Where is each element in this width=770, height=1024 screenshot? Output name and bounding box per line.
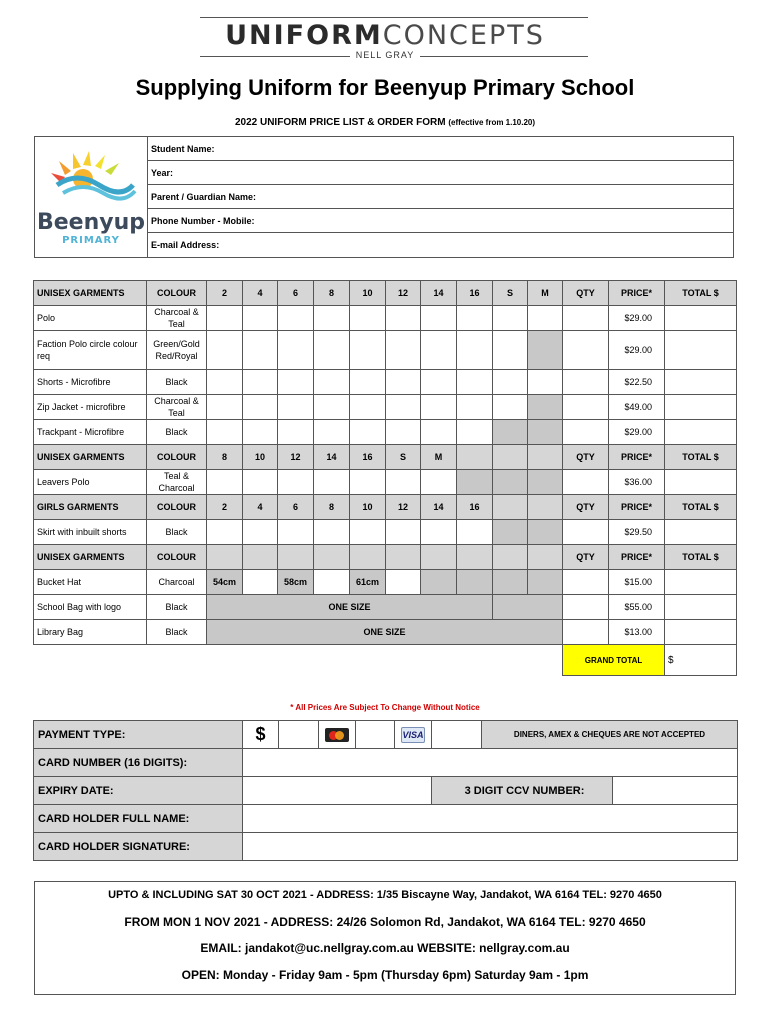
size-cell[interactable] [278,306,314,331]
col-header: 12 [386,281,421,306]
contact-line-1: UPTO & INCLUDING SAT 30 OCT 2021 - ADDRESS: 1/35 Biscayne Way, Jandakot, WA 6164 TEL: 9270 4650 [108,889,662,901]
garment-colour: Black [147,420,207,445]
price-cell: $36.00 [609,470,665,495]
size-cell[interactable] [457,420,493,445]
col-header: 16 [350,445,386,470]
contact-box [34,881,736,995]
size-cell[interactable] [386,470,421,495]
phone-field[interactable]: Phone Number - Mobile: [148,209,733,233]
ccv-label-cell [432,777,738,805]
col-header: 4 [243,281,278,306]
col-header: QTY [563,545,609,570]
payment-table [33,720,738,861]
empty-header [421,545,457,570]
garment-colour: Teal & Charcoal [147,470,207,495]
size-cell[interactable] [243,306,278,331]
size-cell[interactable] [350,370,386,395]
garment-name: Shorts - Microfibre [34,370,147,395]
garment-colour: Charcoal [147,570,207,595]
size-cell[interactable] [278,395,314,420]
signature-label: CARD HOLDER SIGNATURE: [34,833,243,861]
size-cell[interactable] [314,420,350,445]
empty-header [493,545,528,570]
section4-header [34,545,737,570]
size-cell[interactable] [243,520,278,545]
size-cell[interactable] [457,306,493,331]
col-header: COLOUR [147,545,207,570]
size-cell[interactable] [314,370,350,395]
school-logo-sub: PRIMARY [62,235,120,246]
mastercard-checkbox[interactable] [356,721,395,749]
payment-type-label: PAYMENT TYPE: [34,721,243,749]
holder-name-label: CARD HOLDER FULL NAME: [34,805,243,833]
size-cell[interactable] [493,306,528,331]
size-cell[interactable] [243,395,278,420]
size-cell[interactable] [207,306,243,331]
garment-name: School Bag with logo [34,595,147,620]
contact-line-2: FROM MON 1 NOV 2021 - ADDRESS: 24/26 Solomon Rd, Jandakot, WA 6164 TEL: 9270 4650 [124,915,646,929]
size-cell[interactable] [528,370,563,395]
col-header: COLOUR [147,281,207,306]
size-cell[interactable] [457,370,493,395]
col-header: COLOUR [147,445,207,470]
visa-icon: VISA [401,727,425,743]
col-header: 10 [350,281,386,306]
size-cell-disabled [457,470,493,495]
size-cell-disabled [493,570,528,595]
total-cell[interactable] [665,520,737,545]
size-cell[interactable] [457,331,493,370]
subtitle-main: 2022 UNIFORM PRICE LIST & ORDER FORM [234,117,446,128]
size-cell[interactable] [386,306,421,331]
col-header: 6 [278,281,314,306]
size-cell[interactable] [207,520,243,545]
ccv-field[interactable] [612,777,737,804]
col-header: M [528,281,563,306]
size-cell[interactable] [243,570,278,595]
size-cell[interactable] [243,470,278,495]
col-header: QTY [563,445,609,470]
contact-line-3: EMAIL: jandakot@uc.nellgray.com.au WEBSITE: nellgray.com.au [200,941,570,955]
qty-cell[interactable] [563,331,609,370]
size-cell-disabled [421,570,457,595]
total-cell[interactable] [665,470,737,495]
garment-name: Library Bag [34,620,147,645]
qty-cell[interactable] [563,306,609,331]
size-cell[interactable] [207,420,243,445]
page-title: Supplying Uniform for Beenyup Primary School [135,75,635,100]
qty-cell[interactable] [563,595,609,620]
price-cell: $55.00 [609,595,665,620]
size-cell[interactable] [421,420,457,445]
col-header: 12 [386,495,421,520]
size-cell[interactable] [243,370,278,395]
col-header: 10 [243,445,278,470]
table-row [34,306,737,331]
empty-header [386,545,421,570]
qty-cell[interactable] [563,520,609,545]
price-cell: $15.00 [609,570,665,595]
spacer [34,645,563,676]
col-header: 8 [314,495,350,520]
brand-logo [0,20,770,51]
size-cell[interactable] [350,331,386,370]
col-header: QTY [563,281,609,306]
size-cell-disabled [528,520,563,545]
col-header: PRICE* [609,445,665,470]
size-cell[interactable] [314,520,350,545]
grand-total-row [34,645,737,676]
empty-header [528,495,563,520]
size-cell[interactable] [278,520,314,545]
size-cell[interactable] [207,470,243,495]
table-row [34,595,737,620]
price-cell: $29.00 [609,331,665,370]
size-cell[interactable] [207,331,243,370]
empty-header [207,545,243,570]
size-cell[interactable] [528,306,563,331]
table-row [34,395,737,420]
parent-name-field[interactable]: Parent / Guardian Name: [148,185,733,209]
qty-cell[interactable] [563,370,609,395]
size-cell[interactable] [350,395,386,420]
table-row [34,331,737,370]
size-cell[interactable] [207,370,243,395]
section1-header [34,281,737,306]
size-cell[interactable] [350,470,386,495]
garment-name: Faction Polo circle colour req [34,331,147,370]
size-cell[interactable] [493,331,528,370]
brand-name-bold: UNIFORM [225,20,383,51]
price-table [33,280,737,676]
qty-cell[interactable] [563,420,609,445]
visa-checkbox[interactable] [432,721,482,749]
cash-option[interactable]: $ [243,721,279,749]
total-cell[interactable] [665,370,737,395]
size-cell[interactable] [350,306,386,331]
garment-colour: Green/Gold Red/Royal [147,331,207,370]
garment-colour: Black [147,520,207,545]
table-row [34,570,737,595]
garment-colour: Black [147,370,207,395]
disclaimer: * All Prices Are Subject To Change Without Notice [290,703,480,712]
empty-header [314,545,350,570]
empty-header [528,445,563,470]
total-cell[interactable] [665,420,737,445]
col-header: 10 [350,495,386,520]
card-number-label: CARD NUMBER (16 DIGITS): [34,749,243,777]
total-cell[interactable] [665,331,737,370]
grand-total-label: GRAND TOTAL [563,645,665,676]
empty-header [350,545,386,570]
year-field[interactable]: Year: [148,161,733,185]
size-cell[interactable] [314,331,350,370]
size-cell[interactable] [421,395,457,420]
grand-total-value[interactable]: $ [665,645,737,676]
col-header: TOTAL $ [665,445,737,470]
size-cell[interactable] [243,331,278,370]
col-header: TOTAL $ [665,281,737,306]
size-cell[interactable] [421,306,457,331]
col-header: UNISEX GARMENTS [34,445,147,470]
col-header: 14 [421,495,457,520]
total-cell[interactable] [665,595,737,620]
col-header: TOTAL $ [665,495,737,520]
price-cell: $29.00 [609,306,665,331]
total-cell[interactable] [665,395,737,420]
mastercard-icon [325,728,349,742]
size-cell-disabled [528,570,563,595]
email-field[interactable]: E-mail Address: [151,240,220,250]
size-cell-disabled [528,331,563,370]
col-header: 2 [207,495,243,520]
col-header: 16 [457,495,493,520]
empty-header [278,545,314,570]
school-logo-icon [35,137,147,257]
size-cell[interactable] [350,420,386,445]
page-subtitle [0,117,770,128]
size-cell[interactable] [457,395,493,420]
empty-header [493,445,528,470]
contact-line-4: OPEN: Monday - Friday 9am - 5pm (Thursday 6pm) Saturday 9am - 1pm [181,968,589,982]
mastercard-option[interactable] [319,721,356,749]
expiry-field[interactable] [243,777,432,805]
signature-field[interactable] [243,833,738,861]
size-cell[interactable] [278,420,314,445]
garment-colour: Black [147,595,207,620]
qty-cell[interactable] [563,395,609,420]
size-cell[interactable] [493,370,528,395]
col-header: UNISEX GARMENTS [34,281,147,306]
brand-name-light: CONCEPTS [382,20,545,51]
col-header: 4 [243,495,278,520]
size-cell-disabled [528,470,563,495]
col-header: PRICE* [609,495,665,520]
garment-colour: Black [147,620,207,645]
size-cell[interactable] [314,470,350,495]
size-cell-disabled [493,420,528,445]
expiry-label: EXPIRY DATE: [34,777,243,805]
empty-header [528,545,563,570]
cash-checkbox[interactable] [279,721,319,749]
size-cell[interactable] [314,306,350,331]
price-cell: $13.00 [609,620,665,645]
qty-cell[interactable] [563,570,609,595]
total-cell[interactable] [665,620,737,645]
qty-cell[interactable] [563,470,609,495]
empty-header [243,545,278,570]
garment-name: Bucket Hat [34,570,147,595]
col-header: 14 [314,445,350,470]
size-cell-disabled [457,570,493,595]
size-cell[interactable] [421,470,457,495]
size-cell-disabled [528,395,563,420]
brand-top-rule [200,17,588,18]
price-cell: $29.00 [609,420,665,445]
size-cell[interactable] [350,520,386,545]
col-header: 6 [278,495,314,520]
col-header: S [386,445,421,470]
table-row [34,420,737,445]
garment-name: Trackpant - Microfibre [34,420,147,445]
garment-name: Skirt with inbuilt shorts [34,520,147,545]
size-cell-disabled [493,470,528,495]
section3-header [34,495,737,520]
qty-cell[interactable] [563,620,609,645]
price-cell: $22.50 [609,370,665,395]
one-size-label: ONE SIZE [207,595,493,620]
size-cell[interactable] [278,331,314,370]
size-cell[interactable] [314,395,350,420]
size-cell-disabled [528,420,563,445]
empty-header [457,545,493,570]
not-accepted-note: DINERS, AMEX & CHEQUES ARE NOT ACCEPTED [482,721,738,749]
empty-header [457,445,493,470]
garment-colour: Charcoal & Teal [147,306,207,331]
col-header: 8 [207,445,243,470]
garment-colour: Charcoal & Teal [147,395,207,420]
col-header: 12 [278,445,314,470]
table-row [34,620,737,645]
size-cell[interactable] [278,370,314,395]
table-row [34,470,737,495]
subtitle-effective: (effective from 1.10.20) [448,118,536,127]
size-cell[interactable] [386,520,421,545]
col-header: COLOUR [147,495,207,520]
size-cell[interactable] [278,470,314,495]
table-row [34,520,737,545]
col-header: 2 [207,281,243,306]
size-cell[interactable] [207,395,243,420]
col-header: 14 [421,281,457,306]
table-row [34,370,737,395]
col-header: S [493,281,528,306]
size-cell[interactable] [493,395,528,420]
size-cell[interactable] [314,570,350,595]
size-cell[interactable] [421,520,457,545]
size-cell-disabled [493,520,528,545]
ccv-label: 3 DIGIT CCV NUMBER: [464,784,585,797]
card-number-field[interactable] [243,749,738,777]
total-cell[interactable] [665,306,737,331]
col-header: PRICE* [609,545,665,570]
col-header: 16 [457,281,493,306]
student-info-box [34,136,734,258]
size-label: 61cm [350,570,386,595]
col-header: M [421,445,457,470]
col-header: 8 [314,281,350,306]
size-label: 54cm [207,570,243,595]
section2-header [34,445,737,470]
size-cell[interactable] [386,570,421,595]
size-cell[interactable] [386,370,421,395]
school-logo-name: Beenyup [36,210,146,235]
garment-name: Zip Jacket - microfibre [34,395,147,420]
empty-header [493,495,528,520]
col-header: PRICE* [609,281,665,306]
visa-option[interactable] [395,721,432,749]
size-cell-disabled [493,595,563,620]
col-header: TOTAL $ [665,545,737,570]
garment-name: Leavers Polo [34,470,147,495]
size-cell[interactable] [386,395,421,420]
total-cell[interactable] [665,570,737,595]
school-logo [35,137,148,257]
size-cell[interactable] [386,420,421,445]
col-header: GIRLS GARMENTS [34,495,147,520]
one-size-label: ONE SIZE [207,620,563,645]
size-cell[interactable] [243,420,278,445]
size-cell[interactable] [421,331,457,370]
size-label: 58cm [278,570,314,595]
holder-name-field[interactable] [243,805,738,833]
garment-name: Polo [34,306,147,331]
student-name-field[interactable]: Student Name: [148,137,733,161]
brand-sub: NELL GRAY [355,50,415,60]
price-cell: $29.50 [609,520,665,545]
price-cell: $49.00 [609,395,665,420]
size-cell[interactable] [457,520,493,545]
col-header: UNISEX GARMENTS [34,545,147,570]
col-header: QTY [563,495,609,520]
size-cell[interactable] [421,370,457,395]
size-cell[interactable] [386,331,421,370]
